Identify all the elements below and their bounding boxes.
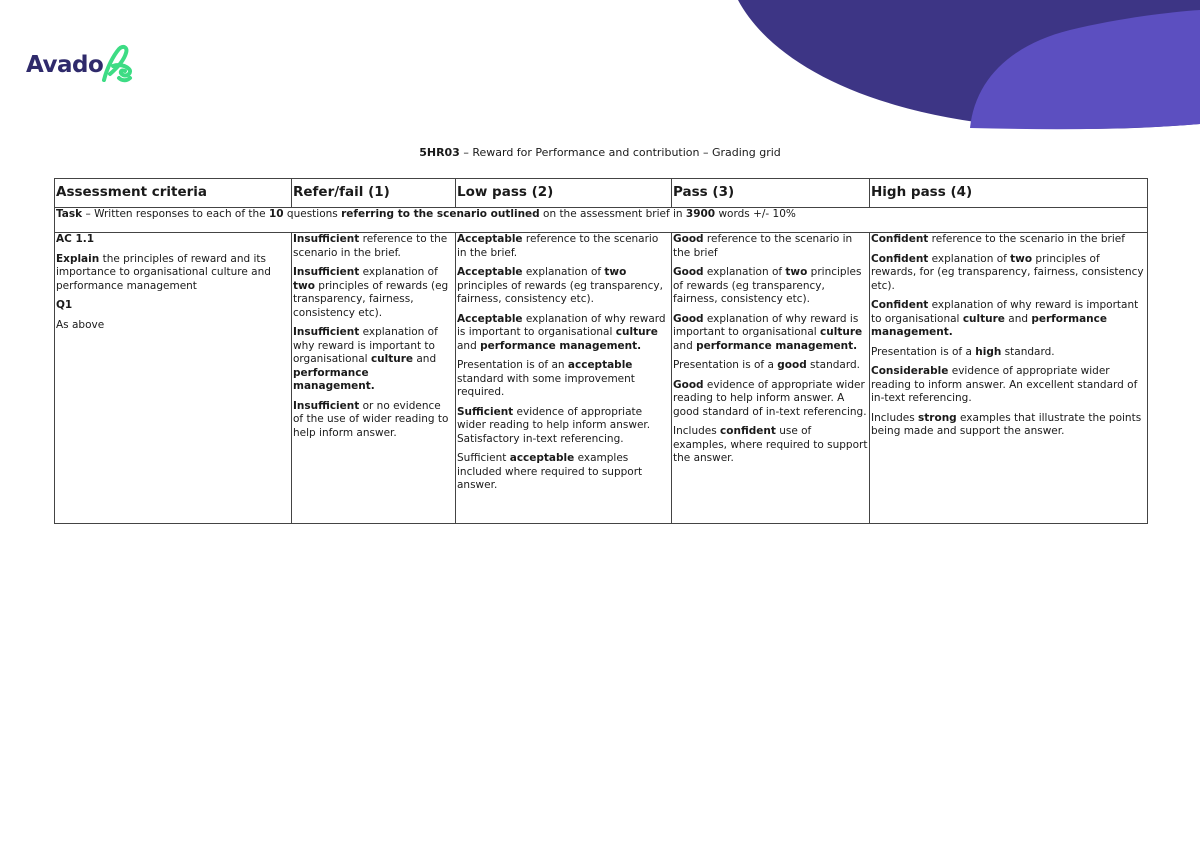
task-word-count: 3900 bbox=[685, 208, 716, 220]
bold-term: two bbox=[604, 266, 627, 278]
descriptor-text: explanation of bbox=[359, 266, 438, 278]
header-row bbox=[55, 179, 1148, 208]
descriptor-text: standard. bbox=[806, 359, 860, 371]
header-low-pass: Low pass (2) bbox=[456, 179, 672, 208]
bold-term: Insufficient bbox=[293, 326, 360, 338]
low-pass-cell bbox=[456, 233, 672, 524]
bold-term: Considerable bbox=[871, 365, 949, 377]
descriptor-text: and bbox=[413, 353, 437, 365]
descriptor-text: principles of rewards (eg transparency, fairness, consistency etc). bbox=[673, 266, 862, 305]
descriptor-text: Presentation is of an bbox=[457, 359, 568, 371]
bold-term: culture bbox=[962, 312, 1005, 325]
bold-term: Good bbox=[673, 266, 704, 278]
criteria-text: the principles of reward and its importance to organisational culture and performance management bbox=[56, 252, 271, 292]
bold-term: strong bbox=[918, 411, 957, 424]
bold-term: confident bbox=[720, 425, 776, 437]
descriptor-text: Includes bbox=[673, 425, 721, 437]
descriptor-text: evidence of appropriate wider reading to help inform answer. Satisfactory in-text referencing. bbox=[457, 405, 651, 445]
title-text: – Reward for Performance and contribution – Grading grid bbox=[459, 146, 781, 159]
criteria-note: As above bbox=[56, 318, 105, 331]
ac-label: AC 1.1 bbox=[56, 233, 95, 245]
bold-term: Insufficient bbox=[293, 233, 360, 245]
descriptor-text: Includes bbox=[871, 411, 919, 424]
bold-term: Confident bbox=[871, 252, 929, 265]
task-text: questions bbox=[283, 208, 342, 220]
bold-term: Acceptable bbox=[457, 312, 523, 325]
avado-mark-icon bbox=[99, 44, 133, 86]
task-text: – Written responses to each of the bbox=[82, 208, 269, 220]
document-title bbox=[0, 146, 1200, 159]
descriptor-text: explanation of bbox=[703, 266, 786, 278]
descriptor-text: explanation of why reward is important to organisational bbox=[871, 299, 1139, 325]
descriptor-text: examples that illustrate the points being made and support the answer. bbox=[871, 411, 1142, 437]
task-label: Task bbox=[56, 208, 83, 220]
header-high-pass: High pass (4) bbox=[870, 179, 1148, 208]
descriptor-text: explanation of why reward is important to organisational bbox=[673, 312, 859, 338]
descriptor-text: or no evidence of the use of wider reading to help inform answer. bbox=[293, 399, 449, 439]
bold-term: Insufficient bbox=[293, 399, 360, 412]
bold-term: Explain bbox=[56, 252, 100, 265]
bold-term: Good bbox=[673, 378, 704, 391]
descriptor-text: Sufficient bbox=[457, 452, 510, 464]
bold-term: Insufficient bbox=[293, 266, 360, 278]
pass-cell bbox=[672, 233, 870, 524]
bold-term: two bbox=[785, 266, 808, 278]
bold-term: acceptable bbox=[567, 359, 633, 371]
descriptor-text: Presentation is of a bbox=[871, 345, 976, 358]
bold-term: Confident bbox=[871, 299, 929, 311]
grading-grid-table bbox=[54, 178, 1148, 524]
descriptor-text: standard with some improvement required. bbox=[457, 372, 635, 398]
descriptor-text: standard. bbox=[1001, 345, 1055, 358]
task-text: words +/- 10% bbox=[715, 208, 796, 220]
bold-term: culture bbox=[615, 326, 658, 338]
descriptor-text: evidence of appropriate wider reading to help inform answer. A good standard of in-text referencing. bbox=[673, 378, 867, 418]
bold-term: Sufficient bbox=[457, 405, 514, 418]
logo-text: Avado bbox=[26, 52, 104, 78]
criteria-cell bbox=[55, 233, 292, 524]
descriptor-text: evidence of appropriate wider reading to inform answer. An excellent standard of in-text referencing. bbox=[871, 365, 1138, 404]
avado-logo bbox=[26, 44, 133, 86]
module-code: 5HR03 bbox=[419, 146, 460, 159]
refer-fail-cell bbox=[292, 233, 456, 524]
descriptor-text: reference to the scenario in the brief bbox=[928, 233, 1125, 245]
criteria-row bbox=[55, 233, 1148, 524]
task-emphasis: referring to the scenario outlined bbox=[341, 208, 540, 220]
header-assessment-criteria: Assessment criteria bbox=[55, 179, 292, 208]
bold-term: culture bbox=[820, 326, 863, 338]
header-pass: Pass (3) bbox=[672, 179, 870, 208]
bold-term: performance management. bbox=[871, 312, 1107, 338]
descriptor-text: reference to the scenario in the brief. bbox=[457, 233, 659, 259]
bold-term: performance management. bbox=[480, 339, 642, 352]
descriptor-text: and bbox=[457, 339, 481, 352]
bold-term: two bbox=[1010, 252, 1033, 265]
descriptor-text: and bbox=[673, 339, 697, 352]
task-text: on the assessment brief in bbox=[539, 208, 686, 220]
bold-term: acceptable bbox=[509, 452, 575, 464]
descriptor-text: explanation of why reward is important to organisational bbox=[293, 326, 438, 365]
descriptor-text: explanation of bbox=[928, 252, 1011, 265]
descriptor-text: principles of rewards, for (eg transparency, fairness, consistency etc). bbox=[871, 252, 1144, 292]
bold-term: two bbox=[293, 279, 315, 292]
descriptor-text: use of examples, where required to support the answer. bbox=[673, 425, 868, 464]
bold-term: Good bbox=[673, 312, 704, 325]
descriptor-text: Presentation is of a bbox=[673, 359, 778, 371]
task-question-count: 10 bbox=[268, 208, 284, 220]
task-row bbox=[55, 208, 1148, 233]
descriptor-text: and bbox=[1004, 312, 1032, 325]
question-label: Q1 bbox=[56, 299, 73, 311]
bold-term: Confident bbox=[871, 233, 929, 245]
descriptor-text: principles of rewards (eg transparency, fairness, consistency etc). bbox=[457, 279, 663, 305]
descriptor-text: explanation of bbox=[522, 266, 605, 278]
descriptor-text: principles of rewards (eg transparency, fairness, consistency etc). bbox=[293, 279, 449, 319]
bold-term: culture bbox=[370, 353, 414, 365]
header-refer-fail: Refer/fail (1) bbox=[292, 179, 456, 208]
descriptor-text: reference to the scenario in the brief bbox=[673, 233, 853, 259]
bold-term: Good bbox=[673, 233, 704, 245]
bold-term: performance management. bbox=[293, 366, 375, 392]
bold-term: performance management. bbox=[696, 339, 858, 352]
descriptor-text: reference to the scenario in the brief. bbox=[293, 233, 448, 259]
bold-term: good bbox=[777, 359, 807, 371]
bold-term: high bbox=[975, 345, 1002, 358]
bold-term: Acceptable bbox=[457, 233, 523, 245]
descriptor-text: examples included where required to support answer. bbox=[457, 452, 643, 491]
descriptor-text: explanation of why reward is important to organisational bbox=[457, 312, 666, 338]
task-description bbox=[55, 208, 1148, 233]
bold-term: Acceptable bbox=[457, 266, 523, 278]
high-pass-cell bbox=[870, 233, 1148, 524]
